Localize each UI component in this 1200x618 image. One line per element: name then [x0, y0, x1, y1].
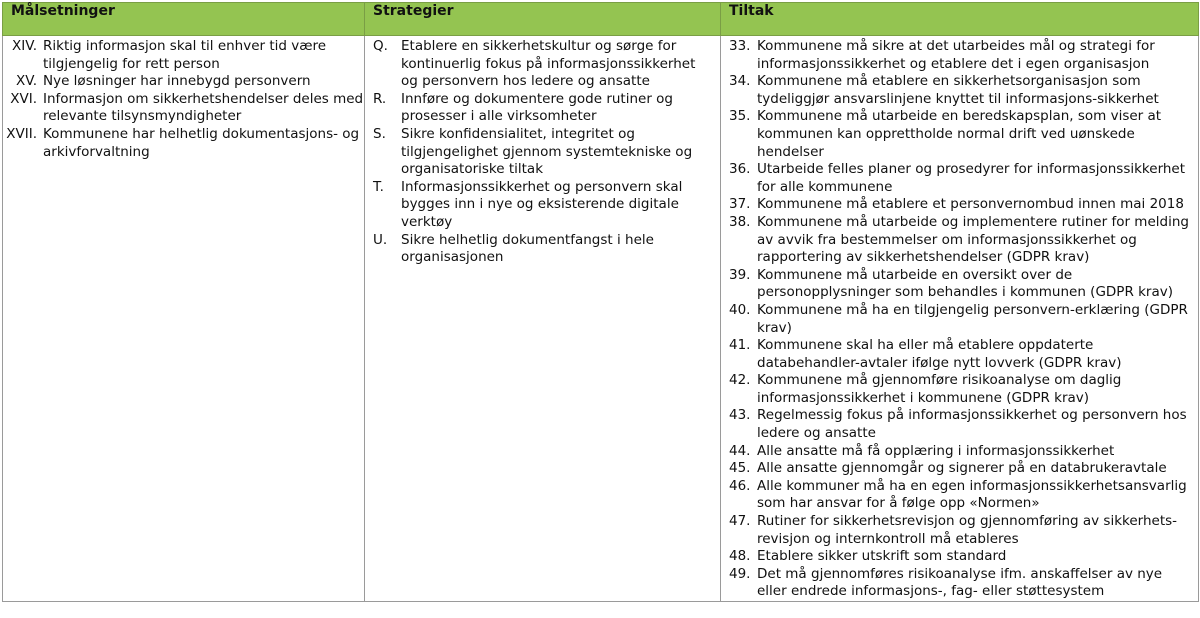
content-row	[3, 36, 1199, 602]
malsetninger-item-number: XVI.	[10, 90, 37, 107]
malsetninger-item-text: Informasjon om sikkerhetshendelser deles med relevante tilsynsmyndigheter	[43, 90, 364, 125]
tiltak-item	[721, 214, 1198, 267]
tiltak-item-number: 35.	[729, 108, 751, 125]
malsetninger-item-text: Nye løsninger har innebygd personvern	[43, 73, 311, 90]
malsetninger-list	[3, 36, 364, 161]
tiltak-item-text: Kommunene må utarbeide en oversikt over de personopplysninger som behandles i kommunen (GDPR krav)	[757, 266, 1174, 301]
tiltak-item	[721, 372, 1198, 407]
tiltak-item	[721, 73, 1198, 108]
tiltak-item	[721, 513, 1198, 548]
plan-table	[2, 2, 1199, 602]
strategier-item-number: U.	[373, 231, 388, 248]
tiltak-item-text: Alle ansatte må få opplæring i informasjonssikkerhet	[757, 442, 1115, 459]
tiltak-cell	[721, 36, 1199, 602]
malsetninger-cell	[3, 36, 365, 602]
tiltak-item-text: Kommunene må gjennomføre risikoanalyse om daglig informasjonssikkerhet i kommunene (GDPR krav)	[757, 372, 1122, 406]
strategier-cell	[365, 36, 721, 602]
tiltak-item-number: 46.	[729, 477, 751, 494]
strategier-item-text: Etablere en sikkerhetskultur og sørge for kontinuerlig fokus på informasjonssikkerhet og personvern hos ledere og ansatte	[401, 38, 696, 90]
tiltak-item-number: 34.	[729, 73, 751, 90]
tiltak-item	[721, 460, 1198, 478]
malsetninger-item-number: XV.	[15, 73, 37, 90]
tiltak-item-text: Kommunene må etablere et personvernombud innen mai 2018	[757, 196, 1184, 213]
malsetninger-item	[3, 73, 364, 91]
strategier-item-number: R.	[373, 90, 387, 107]
tiltak-list	[721, 36, 1198, 601]
tiltak-item	[721, 161, 1198, 196]
tiltak-item-text: Det må gjennomføres risikoanalyse ifm. anskaffelser av nye eller endrede informasjons-, fag- eller støttesystem	[757, 565, 1163, 600]
tiltak-item-number: 44.	[729, 442, 751, 459]
tiltak-item-number: 36.	[729, 161, 751, 178]
tiltak-item-number: 45.	[729, 460, 751, 477]
strategier-item	[365, 126, 720, 179]
tiltak-item-text: Kommunene skal ha eller må etablere oppdaterte databehandler-avtaler ifølge nytt lovverk (GDPR krav)	[757, 337, 1122, 371]
tiltak-item-text: Etablere sikker utskrift som standard	[757, 548, 1007, 565]
tiltak-item-number: 40.	[729, 301, 751, 318]
tiltak-item-number: 49.	[729, 565, 751, 582]
header-strategier: Strategier	[365, 3, 721, 36]
tiltak-item-number: 47.	[729, 513, 751, 530]
tiltak-item	[721, 108, 1198, 161]
strategier-item-number: S.	[373, 125, 386, 142]
tiltak-item-number: 33.	[729, 38, 751, 54]
tiltak-item-number: 37.	[729, 196, 751, 213]
tiltak-item	[721, 548, 1198, 566]
tiltak-item-text: Kommunene må utarbeide en beredskapsplan, som viser at kommunen kan opprettholde normal drift ved uønskede hendelser	[757, 108, 1162, 160]
malsetninger-item	[3, 38, 364, 73]
strategier-item	[365, 38, 720, 91]
tiltak-item	[721, 302, 1198, 337]
strategier-list	[365, 36, 720, 267]
strategier-item	[365, 179, 720, 232]
tiltak-item-number: 38.	[729, 213, 751, 230]
tiltak-item-text: Utarbeide felles planer og prosedyrer for informasjonssikkerhet for alle kommunene	[757, 161, 1186, 195]
tiltak-item-text: Regelmessig fokus på informasjonssikkerhet og personvern hos ledere og ansatte	[757, 407, 1187, 442]
header-row	[3, 3, 1199, 36]
header-malsetninger: Målsetninger	[3, 3, 365, 36]
malsetninger-item-text: Kommunene har helhetlig dokumentasjons- og arkivforvaltning	[43, 125, 360, 160]
tiltak-item-text: Kommunene må utarbeide og implementere rutiner for melding av avvik fra bestemmelser om informasjonssikkerhet og rapportering av sikkerhetshendelser (GDPR krav)	[757, 213, 1189, 266]
tiltak-item-number: 41.	[729, 337, 751, 354]
malsetninger-item	[3, 126, 364, 161]
malsetninger-item-number: XVII.	[6, 125, 37, 142]
tiltak-item-text: Kommunene må sikre at det utarbeides mål og strategi for informasjonssikkerhet og etablere det i egen organisasjon	[757, 38, 1155, 72]
strategier-item-text: Innføre og dokumentere gode rutiner og prosesser i alle virksomheter	[401, 90, 674, 125]
tiltak-item-text: Alle kommuner må ha en egen informasjonssikkerhetsansvarlig som har ansvar for å følge opp «Normen»	[757, 477, 1187, 512]
tiltak-item	[721, 38, 1198, 73]
tiltak-item	[721, 566, 1198, 601]
tiltak-item-text: Alle ansatte gjennomgår og signerer på en databrukeravtale	[757, 460, 1167, 477]
strategier-item-number: T.	[373, 178, 384, 195]
tiltak-item	[721, 196, 1198, 214]
malsetninger-item-text: Riktig informasjon skal til enhver tid være tilgjengelig for rett person	[43, 38, 327, 72]
tiltak-item-number: 43.	[729, 407, 751, 424]
header-tiltak: Tiltak	[721, 3, 1199, 36]
strategier-item	[365, 91, 720, 126]
malsetninger-item	[3, 91, 364, 126]
strategier-item-number: Q.	[373, 38, 388, 54]
tiltak-item	[721, 443, 1198, 461]
tiltak-item-text: Kommunene må etablere en sikkerhetsorganisasjon som tydeliggjør ansvarslinjene knyttet til informasjons-sikkerhet	[757, 73, 1159, 107]
tiltak-item	[721, 407, 1198, 442]
tiltak-item-number: 42.	[729, 372, 751, 389]
tiltak-item	[721, 267, 1198, 302]
tiltak-item-number: 48.	[729, 548, 751, 565]
strategier-item	[365, 232, 720, 267]
tiltak-item	[721, 337, 1198, 372]
malsetninger-item-number: XIV.	[11, 38, 37, 54]
strategier-item-text: Sikre helhetlig dokumentfangst i hele organisasjonen	[401, 231, 654, 266]
tiltak-item-number: 39.	[729, 266, 751, 283]
tiltak-item-text: Kommunene må ha en tilgjengelig personvern-erklæring (GDPR krav)	[757, 301, 1188, 336]
tiltak-item	[721, 478, 1198, 513]
strategier-item-text: Sikre konfidensialitet, integritet og tilgjengelighet gjennom systemtekniske og organisatoriske tiltak	[401, 125, 693, 178]
strategier-item-text: Informasjonssikkerhet og personvern skal bygges inn i nye og eksisterende digitale verktøy	[401, 178, 683, 230]
tiltak-item-text: Rutiner for sikkerhetsrevisjon og gjennomføring av sikkerhets-revisjon og internkontroll må etableres	[757, 513, 1178, 547]
